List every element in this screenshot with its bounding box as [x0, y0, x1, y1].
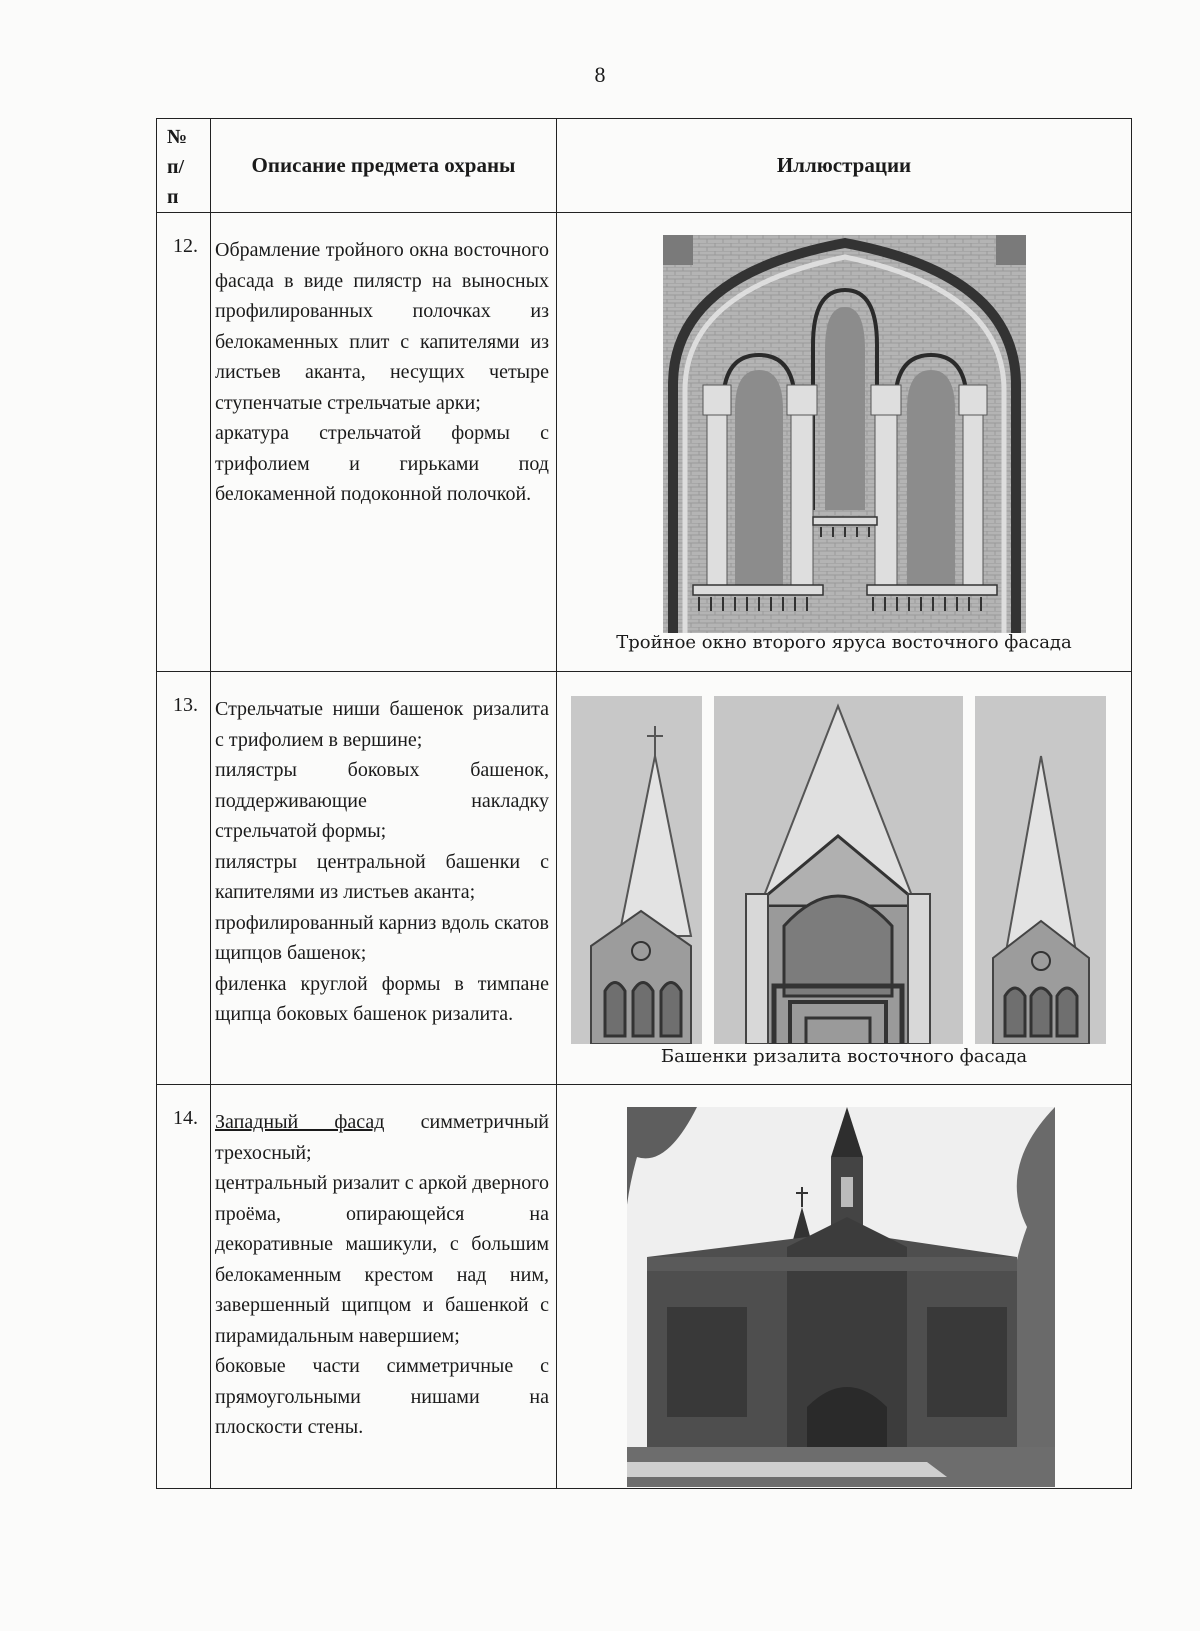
protection-table [156, 118, 1132, 1489]
row-illustration [557, 1085, 1132, 1489]
row-description: Обрамление тройного окна восточного фасада в виде пилястр на выносных профилированных полочках из белокаменных плит с капителями из листьев аканта, несущих четыре ступенчатые стрельчатые арки; аркатура стрельчатой формы с трифолием и гирьками под белокаменной подоконной полочкой. [211, 213, 557, 672]
row-illustration [557, 672, 1132, 1085]
table-row [157, 672, 1132, 1085]
row-number: 14. [157, 1085, 211, 1489]
west-facade-photo [627, 1107, 1055, 1487]
row-number: 13. [157, 672, 211, 1085]
page-number: 8 [594, 62, 606, 87]
row-illustration [557, 213, 1132, 672]
central-turret-photo [714, 696, 963, 1044]
row-number: 12. [157, 213, 211, 672]
right-turret-photo [975, 696, 1106, 1044]
row-description: Западный фасад симметричный трехосный; центральный ризалит с аркой дверного проёма, опирающейся на декоративные машикули, с большим белокаменным крестом над ним, завершенный щипцом и башенкой с пирамидальным навершием; боковые части симметричные с прямоугольными нишами на плоскости стены. [211, 1085, 557, 1489]
underlined-term: Западный фасад [215, 1111, 385, 1133]
left-turret-photo [571, 696, 702, 1044]
row-description: Стрельчатые ниши башенок ризалита с трифолием в вершине; пилястры боковых башенок, поддерживающие накладку стрельчатой формы; пилястры центральной башенки с капителями из листьев аканта; профилированный карниз вдоль скатов щипцов башенок; филенка круглой формы в тимпане щипца боковых башенок ризалита. [211, 672, 557, 1085]
header-description: Описание предмета охраны [211, 119, 557, 213]
table-row [157, 213, 1132, 672]
triple-window-photo [663, 235, 1026, 633]
header-number: № п/ п [157, 119, 211, 213]
header-illustrations: Иллюстрации [557, 119, 1132, 213]
caption-triple-window: Тройное окно второго яруса восточного фасада [616, 632, 1072, 653]
table-header-row [157, 119, 1132, 213]
table-row [157, 1085, 1132, 1489]
caption-turrets: Башенки ризалита восточного фасада [660, 1046, 1028, 1067]
